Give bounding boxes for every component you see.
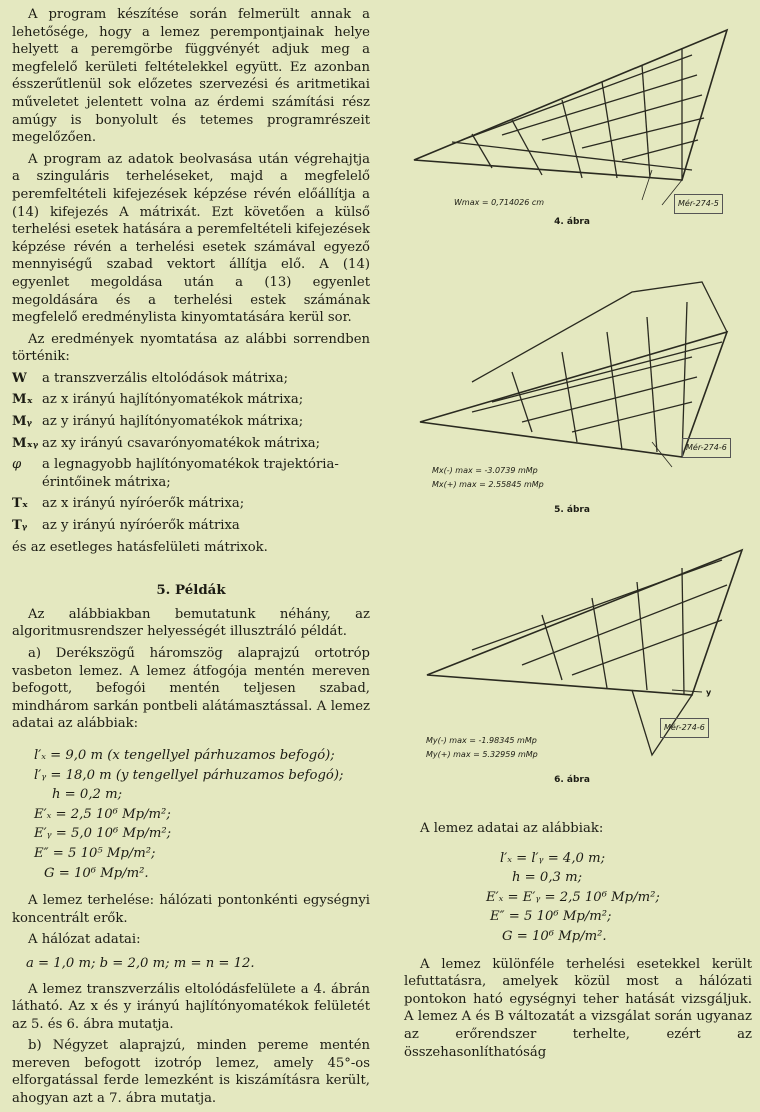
figure-caption: 5. ábra bbox=[554, 505, 590, 515]
list-symbol: Mₓ bbox=[12, 392, 33, 408]
figure-stamp: Mér-274-6 bbox=[682, 438, 731, 458]
wmax-label: Wmax = 0,714026 cm bbox=[454, 198, 545, 207]
list-item bbox=[12, 456, 370, 491]
paragraph: A lemez transzverzális eltolódásfelülete a 4. ábrán látható. Az x és y irányú hajlítónyomatékok felületét az 5. és 6. ábra mutatja. bbox=[12, 981, 370, 1032]
list-text: a transzverzális eltolódások mátrixa; bbox=[42, 370, 289, 386]
list-symbol: Tᵧ bbox=[12, 518, 28, 534]
my-max-label: My(+) max = 5.32959 mMp bbox=[426, 750, 538, 759]
figure-4 bbox=[392, 0, 752, 230]
mx-max-label: Mx(+) max = 2.55845 mMp bbox=[432, 480, 544, 489]
paragraph: A lemez adatai az alábbiak: bbox=[420, 821, 604, 836]
figure-stamp: Mér-274-6 bbox=[660, 718, 709, 738]
list-symbol: Mᵧ bbox=[12, 414, 33, 430]
list-item bbox=[12, 435, 370, 453]
list-item bbox=[12, 391, 370, 409]
list-text: a legnagyobb hajlítónyomatékok trajektória-érintőinek mátrixa; bbox=[42, 457, 339, 490]
formula: G = 10⁶ Mp/m². bbox=[502, 928, 607, 944]
paragraph: A program az adatok beolvasása után végrehajtja a szinguláris terheléseket, majd a megfelelő peremfeltételi kifejezések képzése révén előállítja a (14) kifejezés A mátrixát. Ezt követően a külső terhelési esetek hatására a peremfeltételi kifejezések képzése révén a terhelési esetek számával egyező mennyiségű szabad vektort állítja elő. A (14) egyenlet megoldása után a (13) egyenlet megoldására és a terhelési estek számának megfelelő eredménylista kinyomtatására kerül sor. bbox=[12, 151, 370, 326]
y-axis bbox=[672, 690, 702, 692]
list-symbol: W bbox=[12, 370, 27, 386]
formula: G = 10⁶ Mp/m². bbox=[44, 865, 149, 881]
formula: E′ₓ = E′ᵧ = 2,5 10⁶ Mp/m²; bbox=[486, 889, 660, 905]
formula: E″ = 5 10⁶ Mp/m²; bbox=[490, 909, 612, 925]
formula: h = 0,3 m; bbox=[512, 870, 583, 886]
list-symbol: φ bbox=[12, 457, 22, 473]
formula: l′ₓ = l′ᵧ = 4,0 m; bbox=[500, 850, 606, 866]
paragraph: Az eredmények nyomtatása az alábbi sorrendben történik: bbox=[12, 331, 370, 365]
paragraph: Az alábbiakban bemutatunk néhány, az algoritmusrendszer helyességét illusztráló példát. bbox=[12, 606, 370, 640]
paragraph: b) Négyzet alaprajzú, minden pereme mentén mereven befogott izotróp lemez, amely 45°-os elforgatással ferde lemezként is kiszámításra került, ahogyan azt a 7. ábra mutatja. bbox=[12, 1038, 370, 1107]
net-data: a = 1,0 m; b = 2,0 m; m = n = 12. bbox=[26, 955, 255, 971]
paragraph: A hálózat adatai: bbox=[28, 932, 141, 948]
list-item bbox=[12, 495, 370, 513]
figure-6 bbox=[392, 540, 752, 790]
left-column bbox=[12, 6, 370, 1112]
my-min-label: My(-) max = -1.98345 mMp bbox=[426, 736, 537, 745]
mesh-surface bbox=[414, 30, 727, 180]
result-list bbox=[12, 370, 370, 535]
list-item bbox=[12, 370, 370, 388]
figure-caption: 4. ábra bbox=[554, 217, 590, 227]
y-axis-label: y bbox=[706, 688, 712, 697]
formula-block bbox=[12, 747, 370, 882]
list-text: az y irányú nyíróerők mátrixa bbox=[42, 518, 240, 534]
formula-block bbox=[404, 850, 752, 946]
formula: h = 0,2 m; bbox=[52, 787, 123, 803]
list-text: az x irányú hajlítónyomatékok mátrixa; bbox=[42, 392, 304, 408]
list-symbol: Mₓᵧ bbox=[12, 435, 39, 451]
list-text: az x irányú nyíróerők mátrixa; bbox=[42, 496, 245, 512]
list-text: az xy irányú csavarónyomatékok mátrixa; bbox=[42, 435, 321, 451]
list-text: az y irányú hajlítónyomatékok mátrixa; bbox=[42, 414, 304, 430]
list-item bbox=[12, 413, 370, 431]
paragraph: a) Derékszögű háromszög alaprajzú ortotróp vasbeton lemez. A lemez átfogója mentén mereven befogott, befogói mentén teljesen szabad, mindhárom sarkán pontbeli alátámasztással. A lemez adatai az alábbiak: bbox=[12, 646, 370, 732]
figure-stamp: Mér-274-5 bbox=[674, 194, 723, 214]
list-item bbox=[12, 517, 370, 535]
figure-caption: 6. ábra bbox=[554, 775, 590, 785]
formula: E′ᵧ = 5,0 10⁶ Mp/m²; bbox=[34, 826, 172, 842]
figure-5 bbox=[392, 262, 752, 524]
paragraph: A program készítése során felmerült annak a lehetősége, hogy a lemez perempontjainak helye helyett a peremgörbe függvényét adjuk meg a megfelelő kerületi feltételekkel együtt. Ez azonban ésszerűtlenül sok előzetes szervezési és aritmetikai műveletet jelentett volna az érdemi számítási rész amúgy is bonyolult és tetemes programrészeit megelőzően. bbox=[12, 7, 370, 146]
mx-min-label: Mx(-) max = -3.0739 mMp bbox=[432, 466, 538, 475]
section-title: 5. Példák bbox=[156, 582, 226, 599]
figure-4-drawing bbox=[392, 0, 752, 210]
paragraph: A lemez terhelése: hálózati pontonkénti egységnyi koncentrált erők. bbox=[12, 893, 370, 926]
formula: E″ = 5 10⁵ Mp/m²; bbox=[34, 845, 156, 861]
mesh-surface bbox=[420, 282, 727, 457]
list-symbol: Tₓ bbox=[12, 496, 29, 512]
paragraph: A lemez különféle terhelési esetekkel került lefuttatásra, amelyek közül most a hálózati pontokon ható egységnyi teher hatását vizsgáljuk. A lemez A és B változatát a vizsgálat során ugyanaz az erőrendszer terhelte, ezért az összehasonlíthatóság bbox=[404, 956, 752, 1060]
formula: l′ᵧ = 18,0 m (y tengellyel párhuzamos befogó); bbox=[34, 767, 344, 783]
paragraph: és az esetleges hatásfelületi mátrixok. bbox=[12, 539, 268, 555]
formula: l′ₓ = 9,0 m (x tengellyel párhuzamos befogó); bbox=[34, 747, 335, 763]
right-text bbox=[404, 820, 752, 1065]
formula: E′ₓ = 2,5 10⁶ Mp/m²; bbox=[34, 806, 171, 822]
